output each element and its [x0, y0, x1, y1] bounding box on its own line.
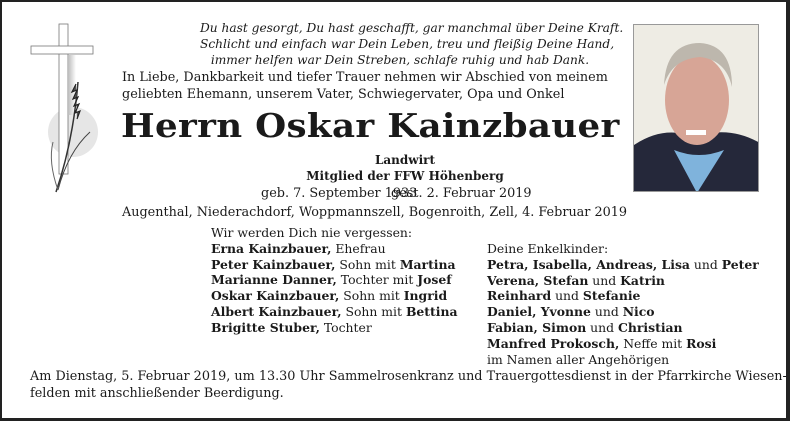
family-name: Fabian, Simon — [487, 319, 587, 335]
funeral-info-line: felden mit anschließender Beerdigung. — [30, 386, 284, 401]
family-name: Verena, Stefan — [487, 272, 589, 288]
family-name: Erna Kainzbauer, — [211, 240, 332, 256]
family-name: Ingrid — [403, 288, 448, 304]
family-member-line — [487, 273, 759, 289]
intro-line: geliebten Ehemann, unserem Vater, Schwiegervater, Opa und Onkel — [122, 87, 565, 102]
relation-text: und — [689, 256, 722, 272]
family-name: Manfred Prokosch, — [487, 335, 620, 351]
family-member-line — [487, 257, 759, 273]
family-member-line — [211, 304, 458, 320]
relation-text: Sohn mit — [341, 303, 406, 319]
family-name: Albert Kainzbauer, — [211, 303, 342, 319]
relation-text: und — [586, 319, 619, 335]
family-member-line — [487, 352, 759, 368]
poem-line: immer helfen war Dein Streben, schlafe ruhig und hab Dank. — [210, 53, 590, 67]
cross-with-wheat-icon — [28, 22, 103, 202]
poem-line: Schlicht und einfach war Dein Leben, treu und fleißig Deine Hand, — [200, 37, 615, 51]
relation-text: Ehefrau — [331, 240, 386, 256]
family-member-line — [211, 272, 458, 288]
family-name: Petra, Isabella, Andreas, Lisa — [487, 256, 690, 272]
family-name: Christian — [618, 319, 683, 335]
family-name: Josef — [417, 272, 452, 288]
relation-text: Sohn mit — [339, 288, 404, 304]
relation-text: Sohn mit — [335, 256, 400, 272]
deceased-name: Herrn Oskar Kainzbauer — [121, 106, 620, 145]
family-name: Brigitte Stuber, — [211, 319, 320, 335]
relation-text: Tochter mit — [336, 272, 418, 288]
place-and-date: Augenthal, Niederachdorf, Woppmannszell, Bogenroith, Zell, 4. Februar 2019 — [122, 205, 628, 220]
family-name: Bettina — [405, 303, 458, 319]
relation-text: im Namen aller Angehörigen — [487, 351, 670, 367]
relation-text: Neffe mit — [619, 335, 687, 351]
relation-text: und — [590, 304, 623, 320]
family-member-line — [211, 241, 458, 257]
membership: Mitglied der FFW Höhenberg — [306, 169, 504, 183]
family-member-line — [487, 336, 759, 352]
family-name: Reinhard — [487, 288, 552, 304]
occupation: Landwirt — [374, 153, 436, 167]
relation-text: und — [588, 272, 621, 288]
right-heading: Deine Enkelkinder: — [487, 241, 609, 256]
family-name: Oskar Kainzbauer, — [211, 288, 340, 304]
family-name: Marianne Danner, — [211, 272, 337, 288]
portrait-image-icon — [634, 25, 759, 192]
intro-line: In Liebe, Dankbarkeit und tiefer Trauer nehmen wir Abschied von meinem — [122, 70, 608, 85]
family-name: Nico — [622, 304, 655, 320]
family-name: Peter — [721, 256, 759, 272]
poem-line: Du hast gesorgt, Du hast geschafft, gar manchmal über Deine Kraft. — [200, 21, 624, 35]
funeral-info — [30, 368, 787, 402]
poem — [200, 20, 624, 68]
relation-text: Tochter — [319, 319, 372, 335]
intro-text — [122, 69, 608, 103]
family-name: Peter Kainzbauer, — [211, 256, 336, 272]
left-heading: Wir werden Dich nie vergessen: — [211, 225, 413, 240]
death-date: gest. 2. Februar 2019 — [391, 186, 532, 201]
family-member-line — [487, 304, 759, 320]
family-name: Stefanie — [582, 288, 641, 304]
family-member-line — [487, 288, 759, 304]
family-right-column — [487, 241, 759, 367]
family-member-line — [211, 320, 458, 336]
family-member-line — [211, 257, 458, 273]
family-name: Katrin — [620, 272, 665, 288]
funeral-info-line: Am Dienstag, 5. Februar 2019, um 13.30 Uhr Sammelrosenkranz und Trauergottesdienst in der Pfarrkirche Wiesen- — [30, 369, 787, 384]
birth-date: geb. 7. September 1933 — [261, 186, 418, 201]
family-member-line — [487, 320, 759, 336]
family-left-column — [211, 225, 458, 336]
family-member-line — [211, 288, 458, 304]
family-name: Daniel, Yvonne — [487, 304, 591, 320]
portrait-photo — [633, 24, 759, 192]
relation-text: und — [551, 288, 583, 304]
family-name: Martina — [399, 256, 456, 272]
family-name: Rosi — [686, 335, 717, 351]
